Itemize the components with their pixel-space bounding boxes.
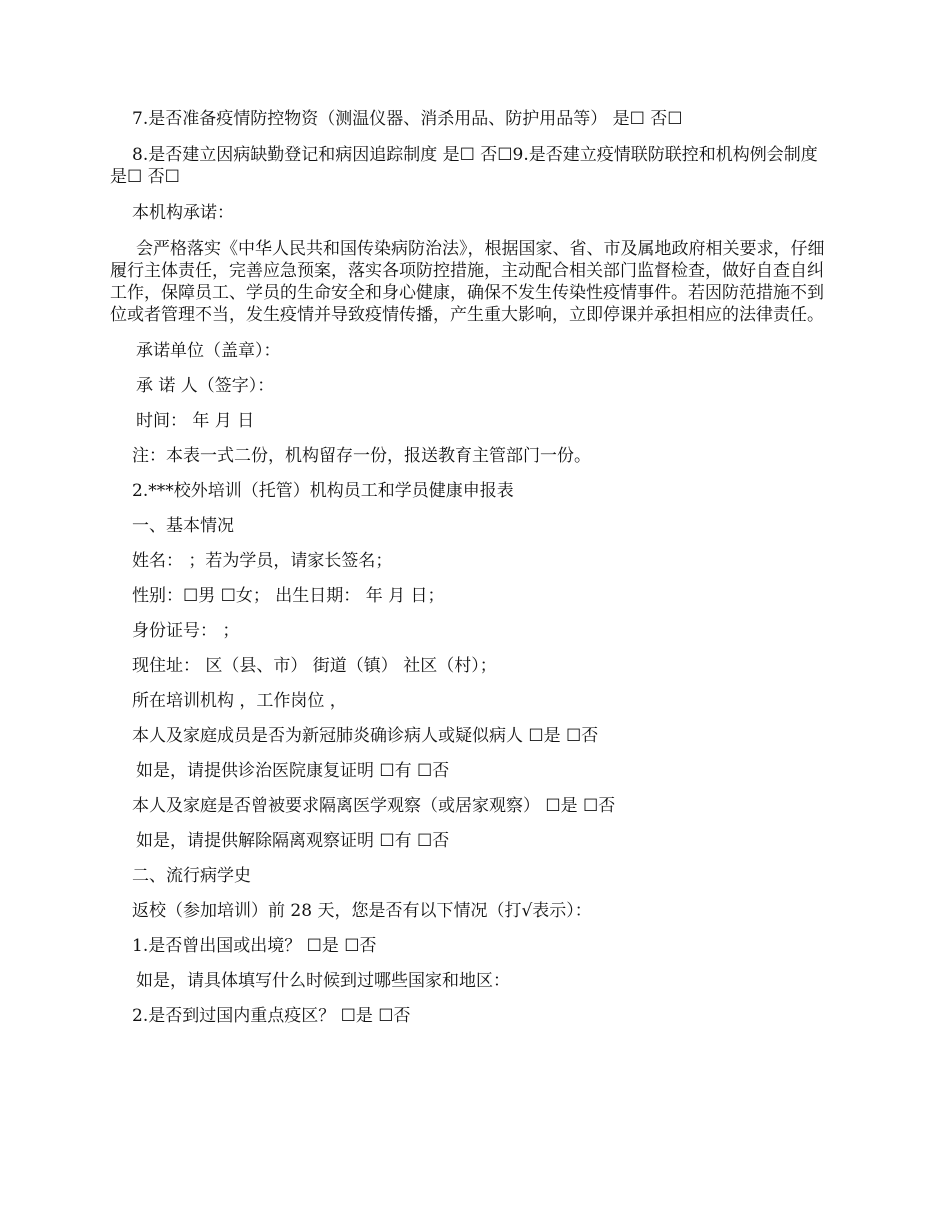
section-basic-info: 一、基本情况 bbox=[132, 516, 234, 536]
field-organization: 所在培训机构 ，工作岗位 ， bbox=[132, 691, 347, 711]
commitment-paragraph: 会严格落实《中华人民共和国传染病防治法》，根据国家、省、市及属地政府相关要求，仔细履行主体责任，完善应急预案，落实各项防控措施，主动配合相关部门监督检查，做好自查自纠工作，保障员工、学员的生命安全和身心健康，确保不发生传染性疫情事件。若因防范措施不到位或者管理不当，发生疫情并导致疫情传播，产生重大影响，立即停课并承担相应的法律责任。 bbox=[110, 239, 825, 325]
sign-person: 承 诺 人（签字）： bbox=[136, 376, 275, 396]
item-8-9: 8.是否建立因病缺勤登记和病因追踪制度 是☐ 否☐9.是否建立疫情联防联控和机构例会制度 是☐ 否☐ bbox=[110, 145, 818, 187]
question-key-area: 2.是否到过国内重点疫区？ ☐是 ☐否 bbox=[132, 1006, 411, 1026]
field-id-number: 身份证号： ； bbox=[132, 621, 240, 641]
field-gender-birth: 性别：☐男 ☐女； 出生日期： 年 月 日； bbox=[132, 586, 445, 606]
section-epidemiology: 二、流行病学史 bbox=[132, 866, 251, 886]
note: 注：本表一式二份，机构留存一份，报送教育主管部门一份。 bbox=[132, 446, 591, 466]
sign-unit: 承诺单位（盖章）： bbox=[136, 341, 281, 361]
commitment-heading: 本机构承诺： bbox=[132, 203, 234, 223]
question-abroad-detail: 如是，请具体填写什么时候到过哪些国家和地区： bbox=[136, 971, 510, 991]
question-release-proof: 如是，请提供解除隔离观察证明 ☐有 ☐否 bbox=[136, 831, 450, 851]
form-title: 2.***校外培训（托管）机构员工和学员健康申报表 bbox=[132, 481, 514, 501]
question-isolation: 本人及家庭是否曾被要求隔离医学观察（或居家观察） ☐是 ☐否 bbox=[132, 796, 616, 816]
sign-date: 时间： 年 月 日 bbox=[136, 411, 255, 431]
field-name: 姓名： ；若为学员，请家长签名； bbox=[132, 551, 393, 571]
question-confirmed-case: 本人及家庭成员是否为新冠肺炎确诊病人或疑似病人 ☐是 ☐否 bbox=[132, 726, 599, 746]
epidemiology-intro: 返校（参加培训）前 28 天，您是否有以下情况（打√表示）： bbox=[132, 901, 592, 921]
document-body bbox=[110, 108, 840, 1040]
question-abroad: 1.是否曾出国或出境？ ☐是 ☐否 bbox=[132, 936, 377, 956]
field-address: 现住址： 区（县、市） 街道（镇） 社区（村）； bbox=[132, 656, 497, 676]
item-7: 7.是否准备疫情防控物资（测温仪器、消杀用品、防护用品等） 是☐ 否☐ bbox=[132, 109, 683, 129]
question-recovery-proof: 如是，请提供诊治医院康复证明 ☐有 ☐否 bbox=[136, 761, 450, 781]
